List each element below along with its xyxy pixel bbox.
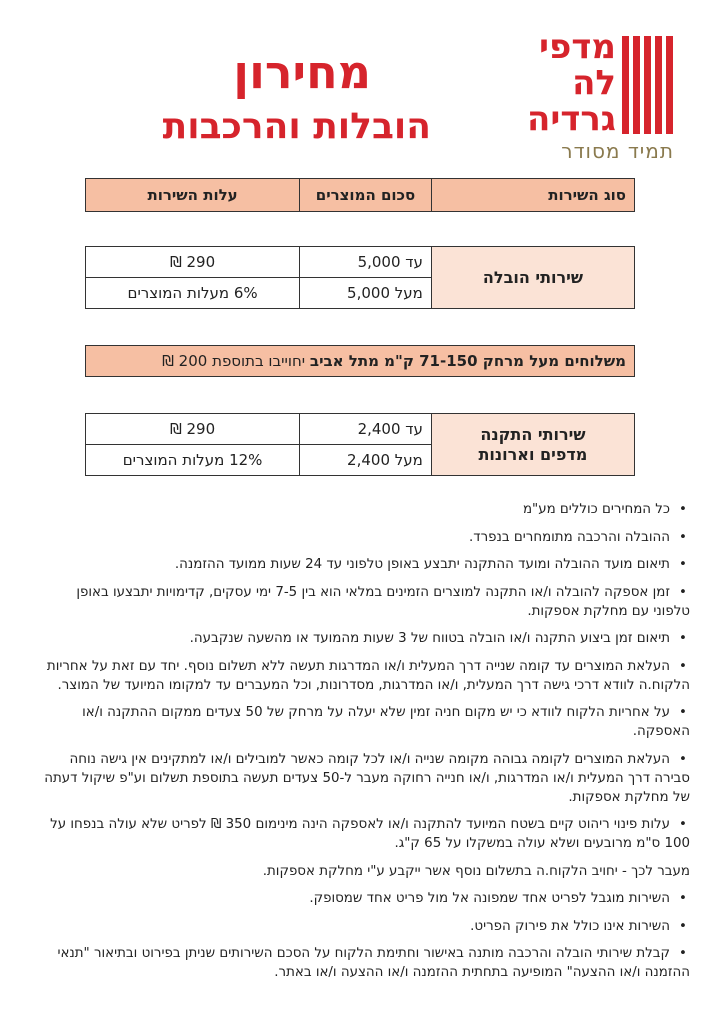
delivery-table [85,246,635,309]
banner-bold-text: משלוחים מעל מרחק 71-150 ק"מ מתל אביב [309,352,626,370]
install-cost-1: 290 ₪ [86,414,300,445]
header-amount: סכום המוצרים [300,179,432,212]
delivery-amount-1: עד 5,000 [300,247,432,278]
logo-stripes [622,36,674,134]
header-table [85,178,635,212]
header-cost: עלות השירות [86,179,300,212]
list-item: • השירות אינו כולל את פירוק הפריט. [40,917,690,936]
delivery-amount-2: מעל 5,000 [300,278,432,309]
install-table [85,413,635,476]
list-item: • קבלת שירותי הובלה והרכבה מותנה באישור וחתימת הלקוח על הסכם השירותים שניתן בפירוט ובתיאור "תנאי ההזמנה ו/או ההצעה" המופיעה בתחתית ההזמנה ו/או ההצעה ו/או באתר. [40,944,690,982]
delivery-cost-1: 290 ₪ [86,247,300,278]
install-amount-1: עד 2,400 [300,414,432,445]
page-title: מחירון [233,45,371,99]
banner-text: יחוייבו בתוספת 200 ₪ [162,352,306,370]
list-item: • השירות מוגבל לפריט אחד שמפונה אל מול פריט אחד שמסופק. [40,889,690,908]
table-row [86,247,635,278]
install-service-label [431,414,634,476]
install-service-line-2: מדפים וארונות [478,444,588,464]
list-item: • כל המחירים כוללים מע"מ [40,500,690,519]
install-cost-2: 12% מעלות המוצרים [86,445,300,476]
brand-logo [516,27,676,163]
list-item: • העלאת המוצרים עד קומה שנייה דרך המעלית ו/או המדרגות תעשה ללא תשלום נוסף. יחד עם זאת על אחריות הלקוח.ה לוודא דרכי גישה דרך המעלית, ו/או המדרגות, מסדרונות, וכל המעברים עד למקומו המיועד של המוצר. [40,657,690,695]
list-item: • העלאת המוצרים לקומה גבוהה מקומה שנייה ו/או לכל קומה כאשר למובילים ו/או למתקינים אין גישה נוחה סבירה דרך המעלית ו/או המדרגות, ו/או חנייה רחוקה מעבר ל-50 צעדים תעשה בתוספת תשלום וע"פ שיקול דעתה של מחלקת אספקות. [40,750,690,807]
install-amount-2: מעל 2,400 [300,445,432,476]
logo-line-3: גרדיה [526,99,616,139]
list-item: • זמן אספקה להובלה ו/או התקנה למוצרים הזמינים במלאי הוא בין 7-5 ימי עסקים, קדימויות יתבצעו באופן טלפוני עם מחלקת אספקות. [40,583,690,621]
logo-tagline: תמיד מסודר [561,139,674,163]
list-item: • עלות פינוי ריהוט קיים בשטח המיועד להתקנה ו/או לאספקה הינה מינימום 350 ₪ לפריט שלא עולה בנפחו על 100 ס"מ מרובעים ושלא עולה במשקלו על 65 ק"ג. [40,815,690,853]
delivery-service-label: שירותי הובלה [431,247,634,309]
list-item: • תיאום מועד ההובלה ומועד ההתקנה יתבצע באופן טלפוני עד 24 שעות ממועד ההזמנה. [40,555,690,574]
long-distance-banner [85,345,635,377]
list-item: • ההובלה והרכבה מתומחרים בנפרד. [40,528,690,547]
table-row [86,414,635,445]
list-item: • על אחריות הלקוח לוודא כי יש מקום חניה זמין שלא יעלה על מרחק של 50 צעדים ממקום ההתקנה ו/או האספקה. [40,703,690,741]
logo-line-1: מדפי [539,27,616,67]
list-item: • תיאום זמן ביצוע התקנה ו/או הובלה בטווח של 3 שעות מהמועד או מהשעה שנקבעה. [40,629,690,648]
header-service: סוג השירות [431,179,634,212]
terms-list [40,500,690,991]
logo-line-2: לה [572,63,616,103]
install-service-line-1: שירותי התקנה [480,424,586,444]
page-subtitle: הובלות והרכבות [162,106,431,147]
delivery-cost-2: 6% מעלות המוצרים [86,278,300,309]
list-item: מעבר לכך - יחויב הלקוח.ה בתשלום נוסף אשר ייקבע ע"י מחלקת אספקות. [262,863,690,879]
